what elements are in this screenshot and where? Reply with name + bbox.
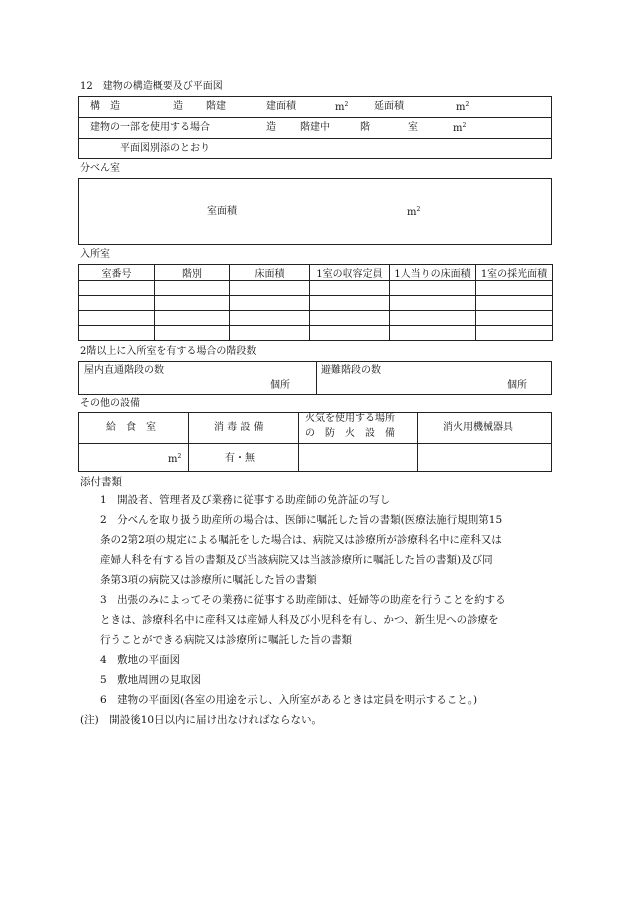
table-cell <box>155 281 230 296</box>
kitchen-area-unit: $m^2$ <box>168 453 182 465</box>
attachment-item: 1 開設者、管理者及び業務に従事する助産師の免許証の写し <box>100 494 391 506</box>
attachment-item-cont: 産婦人科を有する旨の書類及び当該病院又は当該診療所に嘱託した旨の書類)及び同 <box>100 554 493 566</box>
disinfection-value: 有・無 <box>225 453 255 464</box>
evac-stairs-label: 避難階段の数 <box>321 365 381 376</box>
delivery-room-title: 分べん室 <box>80 163 120 174</box>
divider <box>78 138 552 139</box>
table-cell <box>79 326 155 341</box>
room-area-label: 室面積 <box>207 206 237 217</box>
col-header: 1室の採光面積 <box>476 265 553 281</box>
disinfection-header: 消 毒 設 備 <box>214 422 264 433</box>
kitchen-header: 給 食 室 <box>106 422 156 433</box>
floor-area-label: 延面積 <box>374 101 404 112</box>
partial-use-unit: $m^2$ <box>453 122 467 134</box>
table-cell <box>476 281 553 296</box>
indoor-stairs-unit: 個所 <box>270 380 290 391</box>
structure-kaidate: 階建 <box>206 101 226 112</box>
section12-title: 12 建物の構造概要及び平面図 <box>80 81 223 92</box>
table-cell <box>155 296 230 311</box>
attachment-item: 2 分べんを取り扱う助産所の場合は、医師に嘱託した旨の書類(医療法施行規則第15 <box>100 514 503 526</box>
table-cell <box>155 326 230 341</box>
table-cell <box>476 311 553 326</box>
table-row <box>79 296 553 311</box>
partial-use-label: 建物の一部を使用する場合 <box>90 122 210 133</box>
evac-stairs-unit: 個所 <box>507 380 527 391</box>
room-area-unit: $m^2$ <box>407 206 421 218</box>
table-cell <box>310 281 390 296</box>
note: (注) 開設後10日以内に届け出なければならない。 <box>80 714 323 726</box>
table-cell <box>310 311 390 326</box>
table-cell <box>230 281 310 296</box>
col-header: 1室の収容定員 <box>310 265 390 281</box>
col-header: 1人当りの床面積 <box>390 265 476 281</box>
attachment-item-cont: 条の2第2項の規定による嘱託をした場合は、病院又は診療所が診療科名中に産科又は <box>100 534 502 546</box>
table-cell <box>390 281 476 296</box>
table-cell <box>390 311 476 326</box>
table-cell <box>230 311 310 326</box>
attachments-title: 添付書類 <box>80 476 122 488</box>
table-cell <box>310 326 390 341</box>
col-header: 床面積 <box>230 265 310 281</box>
table-cell <box>79 296 155 311</box>
divider <box>78 443 552 444</box>
table-cell <box>390 296 476 311</box>
table-cell <box>79 311 155 326</box>
indoor-stairs-label: 屋内直通階段の数 <box>84 365 164 376</box>
divider <box>316 361 317 395</box>
table-cell <box>79 281 155 296</box>
divider <box>298 412 299 472</box>
divider <box>188 412 189 472</box>
attachment-item: 4 敷地の平面図 <box>100 654 181 666</box>
attachment-item: 5 敷地周囲の見取図 <box>100 674 202 686</box>
building-area-unit: $m^2$ <box>335 101 349 113</box>
attachment-item-cont: 行うことができる病院又は診療所に嘱託した旨の書類 <box>100 634 352 646</box>
building-area-label: 建面積 <box>266 101 296 112</box>
table-row <box>79 326 553 341</box>
stairs-title: 2階以上に入所室を有する場合の階段数 <box>80 346 257 357</box>
partial-use-zou: 造 <box>266 122 276 133</box>
table-cell <box>390 326 476 341</box>
table-cell <box>230 296 310 311</box>
partial-use-kai: 階 <box>360 122 370 133</box>
table-cell <box>310 296 390 311</box>
fire-use-header-a: 火気を使用する場所 <box>305 413 395 424</box>
table-row <box>79 281 553 296</box>
divider <box>78 117 552 118</box>
floor-area-unit: $m^2$ <box>456 101 470 113</box>
attachment-item: 6 建物の平面図(各室の用途を示し、入所室があるときは定員を明示すること。) <box>100 694 478 706</box>
table-cell <box>476 296 553 311</box>
partial-use-kaidatechu: 階建中 <box>300 122 330 133</box>
table-cell <box>155 311 230 326</box>
other-facilities-title: その他の設備 <box>80 398 140 409</box>
divider <box>417 412 418 472</box>
col-header: 室番号 <box>79 265 155 281</box>
extinguisher-header: 消火用機械器具 <box>443 422 513 433</box>
floor-plan-note: 平面図別添のとおり <box>120 143 210 154</box>
admission-room-table <box>78 264 553 341</box>
table-row <box>79 311 553 326</box>
structure-label: 構 造 <box>90 101 120 112</box>
attachment-item-cont: ときは、診療科名中に産科又は産婦人科及び小児科を有し、かつ、新生児への診療を <box>100 614 499 626</box>
attachment-item-cont: 条第3項の病院又は診療所に嘱託した旨の書類 <box>100 574 317 586</box>
col-header: 階別 <box>155 265 230 281</box>
structure-zou: 造 <box>173 101 183 112</box>
admission-room-title: 入所室 <box>80 249 110 260</box>
table-header-row <box>79 265 553 281</box>
fire-use-header-b: の 防 火 設 備 <box>305 428 395 439</box>
delivery-room-box <box>78 178 552 245</box>
table-cell <box>230 326 310 341</box>
attachment-item: 3 出張のみによってその業務に従事する助産師は、妊婦等の助産を行うことを約する <box>100 594 506 606</box>
table-cell <box>476 326 553 341</box>
partial-use-shitsu: 室 <box>408 122 418 133</box>
